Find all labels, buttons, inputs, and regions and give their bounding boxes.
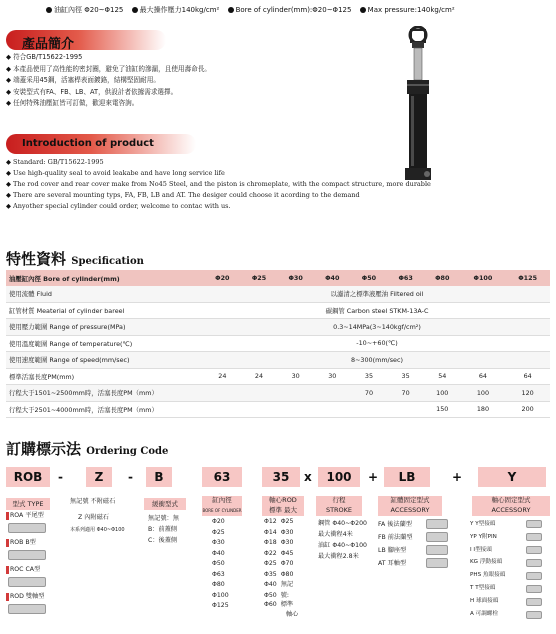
intro-en-banner <box>6 134 196 154</box>
buffer-label: 緩衝型式 <box>144 498 186 510</box>
spec-table <box>6 270 550 418</box>
mount-lb-icon <box>426 545 448 555</box>
mount-fa-icon <box>426 519 448 529</box>
intro-cn-title: 產品簡介 <box>22 37 75 52</box>
list-item: ◆ Anyother special cylinder could order, welcome to contac with us. <box>6 202 231 210</box>
code-separator: + <box>368 470 379 484</box>
list-item: ◆ Use high-quality seal to avoid leakabe and have long service life <box>6 169 225 177</box>
buffer-options: 無記號：無 B：前蓋側 C：後蓋側 <box>148 515 179 544</box>
list-item: ◆ 符合GB/T15622-1995 <box>6 53 83 61</box>
bore-range-cn: 油缸內徑 Φ20~Φ125 <box>54 6 124 14</box>
table-row: 缸管材質 Meaterial of cylinder bareel 碳鋼管 Carbon steel STKM-13A-C <box>6 302 550 319</box>
table-header-row: 油壓缸內徑 Bore of cylinder(mm) Φ20 Φ25 Φ30 Φ40 Φ50 Φ63 Φ80 Φ100 Φ125 <box>6 270 550 286</box>
intro-cn-list <box>6 52 211 110</box>
top-info-bar <box>40 5 455 15</box>
rod-h-icon <box>526 598 542 606</box>
table-row: 使用壓力範圍 Range of pressure(MPa) 0.3~14MPa(3~140kgf/cm²) <box>6 319 550 336</box>
table-row: 行程大于1501~2500mm時，活塞長度PM（mm） 70 70 100 100 120 <box>6 385 550 402</box>
intro-en-list <box>6 157 431 212</box>
rod-t-icon <box>526 585 542 593</box>
intro-cn-banner <box>6 30 166 50</box>
mount-label: 缸體固定型式 ACCESSORY <box>378 496 442 516</box>
code-separator: - <box>128 470 133 484</box>
code-rod: 35 <box>262 467 300 487</box>
mount-list: FA 後法蘭型 FB 前法蘭型 LB 腳座型 AT 耳軸型 <box>378 521 413 567</box>
code-bore: 63 <box>202 467 242 487</box>
type-option-rod: ROD 雙軸型 <box>10 593 45 600</box>
rod-list: Φ12 Φ25 Φ14 Φ30 Φ18 Φ30 Φ22 Φ45 Φ25 Φ70 Φ35 Φ80 Φ40 無記 Φ50 號: Φ60 標準 軸心 <box>264 518 299 618</box>
rod-a-icon <box>526 611 542 619</box>
type-option-roc: ROC CA型 <box>10 566 41 573</box>
rod-kg-icon <box>526 559 542 567</box>
code-separator: x <box>304 470 312 484</box>
code-separator: - <box>58 470 63 484</box>
table-row: 使用流體 Fluid 以濾清之標準液壓油 Filtered oil <box>6 286 550 302</box>
cylinder-rod-icon <box>8 604 46 614</box>
bullet-dot-icon <box>228 7 234 13</box>
rod-i-icon <box>526 546 542 554</box>
max-pressure-cn: 最大操作壓力140kg/cm² <box>139 6 220 14</box>
list-item: ◆ 安裝型式有FA、FB、LB、AT，供設計者依據需求選擇。 <box>6 87 178 96</box>
bore-label: 缸內徑 BORE OF CYLINDER <box>202 496 242 516</box>
type-label: 型式 TYPE <box>6 498 50 510</box>
list-item: ◆ 本產品使用了高性能的密封圈，避免了油缸的滲漏，且使用壽命長。 <box>6 64 211 73</box>
table-row: 標準活塞長度PM(mm) 24 24 30 30 35 35 54 64 64 <box>6 368 550 385</box>
code-stroke: 100 <box>318 467 360 487</box>
list-item: ◆ The rod cover and rear cover make from No45 Steel, and the piston is chromeplate, with the compact structure, more durable <box>6 180 431 188</box>
list-item: ◆ 任何特殊油壓缸皆可訂做，歡迎來電咨詢。 <box>6 99 139 107</box>
stroke-list: 鋼管 Φ40~Φ200 最大衝程4米 油缸 Φ40~Φ100 最大衝程2.8米 <box>318 520 367 560</box>
bullet-dot-icon <box>46 7 52 13</box>
code-separator: + <box>452 470 463 484</box>
table-row: 使用溫度範圍 Range of temperature(℃) -10~+60(℃) <box>6 335 550 352</box>
rod-yp-icon <box>526 533 542 541</box>
bore-range-en: Bore of cylinder(mm):Φ20~Φ125 <box>235 6 352 14</box>
intro-en-title: Introduction of product <box>22 138 154 149</box>
rod-y-icon <box>526 520 542 528</box>
cylinder-roa-icon <box>8 523 46 533</box>
code-mount: LB <box>384 467 430 487</box>
mount-at-icon <box>426 558 448 568</box>
rod-label: 軸心ROD 標準 最大 <box>262 496 304 516</box>
ordering-title: 訂購標示法 Ordering Code <box>6 440 169 458</box>
list-item: ◆ 端蓋采用45鋼，活塞桿表面鍍鉻，結構堅固耐用。 <box>6 76 160 84</box>
type-option-roa: ROA 平尾型 <box>10 512 44 519</box>
list-item: ◆ There are several mounting typs, FA, FB, LB and AT. The desiger could choose it acording to the demand <box>6 191 360 199</box>
type-option-rob: ROB B型 <box>10 539 36 546</box>
max-pressure-en: Max pressure:140kg/cm² <box>367 6 455 14</box>
code-magnet: Z <box>86 467 112 487</box>
code-buffer: B <box>146 467 172 487</box>
mount-fb-icon <box>426 532 448 542</box>
stroke-label: 行程 STROKE <box>316 496 362 516</box>
cylinder-rob-icon <box>8 550 46 560</box>
cylinder-roc-icon <box>8 577 46 587</box>
magnet-option: Z 內附磁石 <box>78 514 109 521</box>
rod-phs-icon <box>526 572 542 580</box>
table-row: 使用速度範圍 Range of speed(mm/sec) 8~300(mm/sec) <box>6 352 550 369</box>
bore-list: Φ20 Φ25 Φ30 Φ40 Φ50 Φ63 Φ80 Φ100 Φ125 <box>212 518 229 609</box>
magnet-label: 無記號 不附磁石 <box>70 498 116 505</box>
bullet-dot-icon <box>132 7 138 13</box>
magnet-note: 本系列適用 Φ40~Φ100 <box>70 527 125 533</box>
bullet-dot-icon <box>360 7 366 13</box>
rod-mount-label: 軸心固定型式 ACCESSORY <box>472 496 550 516</box>
rod-mount-list: Y Y型接頭 YP Y附PIN I I型接頭 KG 浮動接頭 PHS 魚眼接頭 T T型接頭 H 球面接頭 A 可調螺栓 <box>470 521 506 617</box>
code-type: ROB <box>6 467 50 487</box>
code-rod-mount: Y <box>478 467 546 487</box>
list-item: ◆ Standard: GB/T15622-1995 <box>6 158 104 166</box>
spec-title: 特性資料 Specification <box>6 250 144 268</box>
table-row: 行程大于2501~4000mm時，活塞長度PM（mm） 150 180 200 <box>6 401 550 418</box>
